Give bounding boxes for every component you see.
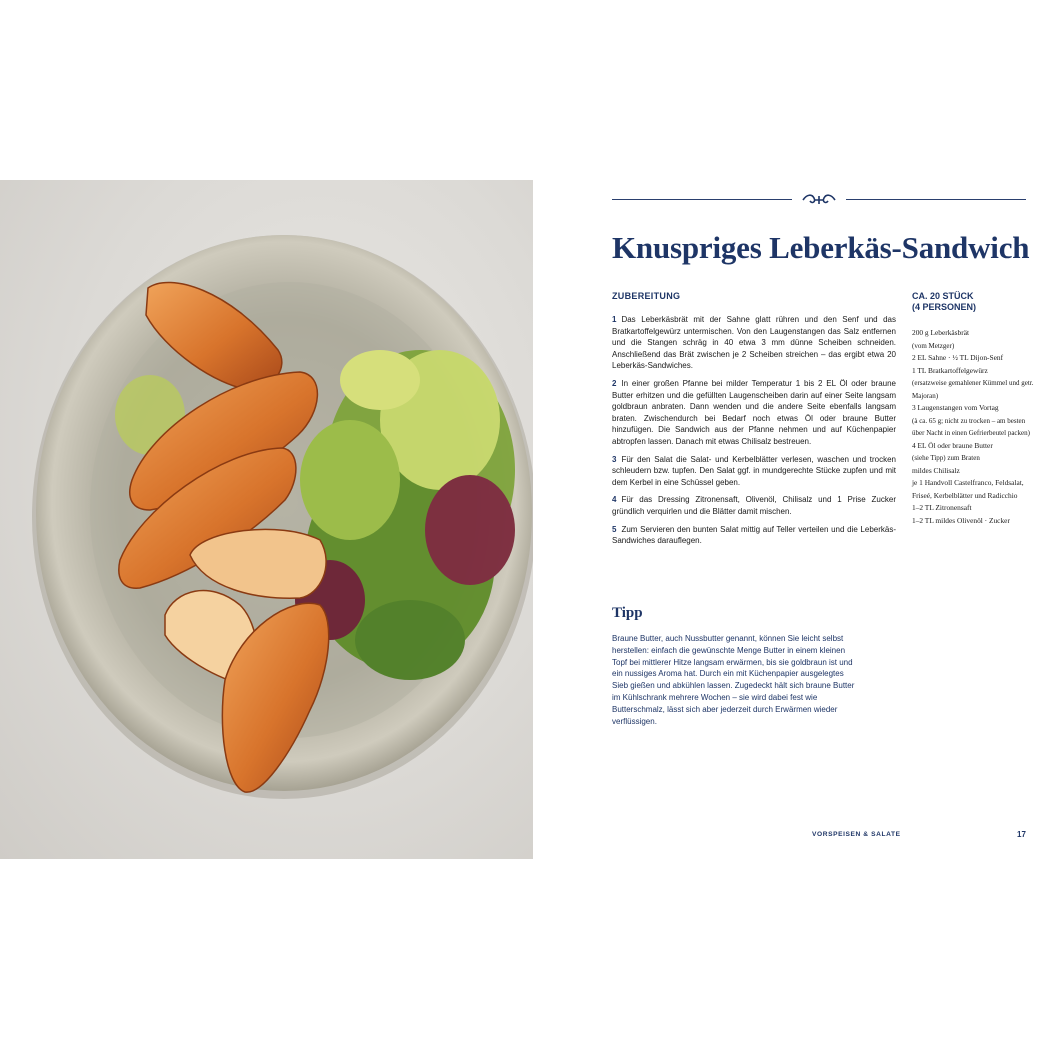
ingredient-note: (vom Metzger) (912, 341, 955, 350)
method-step (612, 454, 896, 489)
step-text: Für den Salat die Salat- und Kerbelblätter verlesen, waschen und trocken schleudern bzw. tupfen. Den Salat ggf. in mundgerechte Stücke zupfen und mit dem Kerbel in eine Schüssel geben. (612, 454, 896, 487)
step-number: 3 (612, 454, 617, 464)
recipe-title: Knuspriges Leberkäs-Sandwich (612, 230, 1030, 265)
ingredient-main: 2 EL Sahne · ½ TL Dijon-Senf (912, 353, 1004, 362)
ingredient-item (912, 502, 1036, 515)
method-heading: ZUBEREITUNG (612, 291, 681, 301)
ingredient-main: mildes Chilisalz (912, 465, 960, 475)
footer-section-title: VORSPEISEN & SALATE (812, 831, 901, 838)
step-number: 1 (612, 315, 617, 324)
tip-title: Tipp (612, 605, 643, 621)
page-number: 17 (1017, 830, 1026, 839)
step-text: Für das Dressing Zitronensaft, Olivenöl, Chilisalz und 1 Prise Zucker gründlich verquirlen und die Blätter damit mischen. (612, 495, 896, 516)
ingredient-main: 3 Laugenstangen vom Vortag (912, 403, 999, 412)
ingredient-item (912, 477, 1036, 502)
ingredient-item (912, 327, 1036, 352)
step-text: Zum Servieren den bunten Salat mittig auf Teller verteilen und die Leberkäs-Sandwiches darauflegen. (612, 524, 896, 546)
ornament-flourish-icon (800, 192, 838, 208)
ingredient-note: (ersatzweise gemahlener Kümmel und getr. Majoran) (912, 379, 1034, 400)
ingredient-item (912, 402, 1036, 440)
ingredient-main: 1–2 TL mildes Olivenöl · Zucker (912, 515, 1010, 525)
ingredient-main: 200 g Leberkäsbrät (912, 328, 970, 337)
method-steps (612, 314, 896, 553)
ingredient-main: je 1 Handvoll Castelfranco, Feldsalat, Friseé, Kerbelblätter und Radicchio (912, 478, 1024, 500)
header-ornament (612, 192, 1026, 208)
ingredient-list (912, 327, 1036, 527)
servings-heading (912, 291, 1032, 313)
ingredient-item (912, 365, 1036, 403)
step-number: 5 (612, 524, 617, 534)
ingredient-note: (siehe Tipp) zum Braten (912, 454, 980, 462)
tip-text: Braune Butter, auch Nussbutter genannt, können Sie leicht selbst herstellen: einfach die gewünschte Menge Butter in einem kleinen Topf bei mittlerer Hitze langsam erwärmen, bis sie goldbraun ist und ein nussiges Aroma hat. Durch ein mit Küchenpapier ausgelegtes Sieb gießen und abkühlen lassen. Zugedeckt hält sich braune Butter im Kühlschrank mehrere Wochen – sie wird dabei fest wie Butterschmalz, lässt sich aber jederzeit durch Erwärmen wieder verflüssigen. (612, 634, 855, 726)
recipe-photo (0, 180, 533, 859)
servings-count: CA. 20 STÜCK (912, 291, 974, 301)
method-step (612, 314, 896, 372)
ingredient-main: 4 EL Öl oder braune Butter (912, 440, 993, 450)
step-text: Das Leberkäsbrät mit der Sahne glatt rühren und den Senf und das Bratkartoffelgewürz untermischen. Von den Laugenstangen das Salz entfernen und die Stangen schräg in 40 etwa 3 mm dünne Scheiben schneiden. Anschließend das Brät zwischen je 2 Scheiben streichen – das ergibt etwa 20 Leberkäs-Sandwiches. (612, 315, 896, 371)
servings-persons: (4 PERSONEN) (912, 302, 977, 312)
ingredient-item (912, 352, 1036, 365)
step-number: 2 (612, 378, 617, 388)
ingredient-main: 1 TL Bratkartoffelgewürz (912, 365, 988, 375)
ingredient-note: (à ca. 65 g; nicht zu trocken – am besten über Nacht in einen Gefrierbeutel packen) (912, 416, 1030, 437)
ornament-rule-left (612, 199, 792, 200)
ornament-rule-right (846, 199, 1026, 200)
ingredient-item (912, 440, 1036, 465)
step-text: In einer großen Pfanne bei milder Temperatur 1 bis 2 EL Öl oder braune Butter erhitzen und die gefüllten Laugenscheiben darin auf einer Seite langsam goldbraun anbraten. Dann wenden und die andere Seite ebenfalls langsam braten. Zwischendurch bei Bedarf noch etwas Öl oder braune Butter hinzufügen. Die Sandwich aus der Pfanne nehmen und auf Küchenpapier abtropfen lassen. Danach mit etwas Chilisalz bestreuen. (612, 378, 896, 446)
method-step (612, 494, 896, 517)
ingredient-item (912, 465, 1036, 478)
ingredient-main: 1–2 TL Zitronensaft (912, 503, 972, 512)
step-number: 4 (612, 495, 617, 505)
method-step (612, 378, 896, 448)
method-step (612, 524, 896, 547)
ingredient-item (912, 515, 1036, 528)
